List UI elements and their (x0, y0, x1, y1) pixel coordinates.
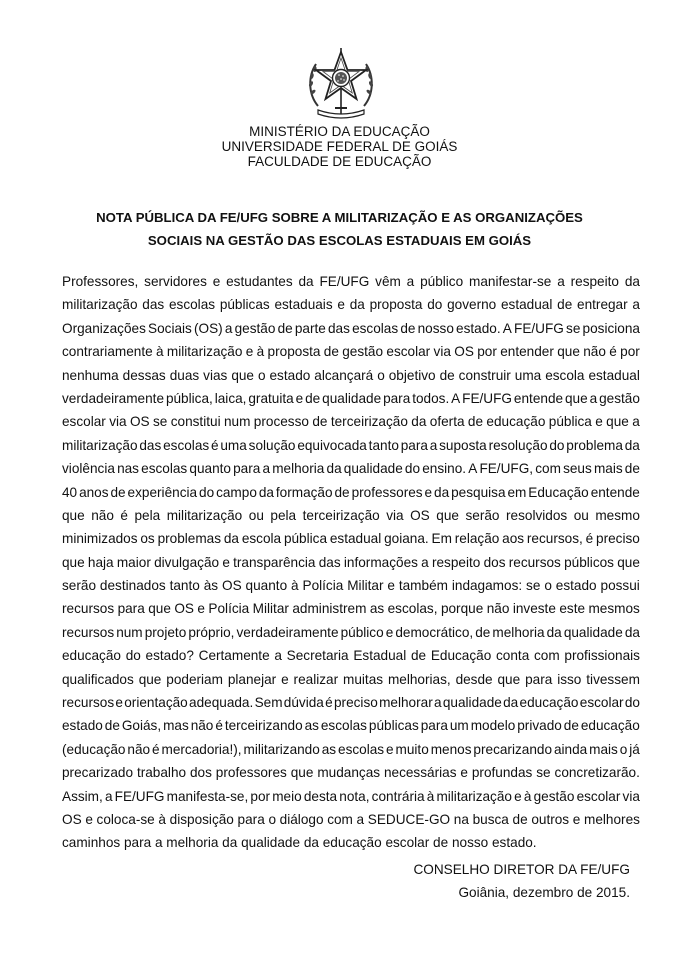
title-line-2: SOCIAIS NA GESTÃO DAS ESCOLAS ESTADUAIS EM GOIÁS (147, 233, 532, 248)
ministry-name: MINISTÉRIO DA EDUCAÇÃO (249, 124, 430, 139)
body-line: (educação não é mercadoria!), militarizando as escolas e muito menos precarizando ainda mais o já (62, 741, 640, 757)
body-line: 40 anos de experiência do campo da formação de professores e da pesquisa em Educação entende (62, 484, 640, 500)
body-line: serão destinados tanto às OS quanto à Polícia Militar e também indagamos: se o estado possui (62, 578, 640, 594)
brazil-coat-of-arms-icon (304, 44, 378, 120)
institution-header (0, 124, 679, 169)
body-line: militarização das escolas públicas estaduais e da proposta do governo estadual de entregar a (62, 297, 640, 313)
title-line-1: NOTA PÚBLICA DA FE/UFG SOBRE A MILITARIZAÇÃO E AS ORGANIZAÇÕES (96, 210, 583, 225)
body-line: violência nas escolas quanto para a melhoria da qualidade do ensino. A FE/UFG, com seus mais de (62, 461, 640, 477)
signature-block (413, 858, 630, 904)
body-line: OS e coloca-se à disposição para o diálogo com a SEDUCE-GO na busca de outros e melhores (62, 811, 640, 827)
council-name: CONSELHO DIRETOR DA FE/UFG (413, 862, 630, 877)
body-line: Assim, a FE/UFG manifesta-se, por meio desta nota, contrária à militarização e à gestão escolar via (62, 788, 640, 804)
body-text (62, 270, 640, 855)
body-line: Organizações Sociais (OS) a gestão de parte das escolas de nosso estado. A FE/UFG se posiciona (62, 320, 640, 336)
body-line: contrariamente à militarização e à proposta de gestão escolar via OS por entender que não é por (62, 344, 640, 360)
body-line: que não é pela militarização ou pela terceirização via OS que serão resolvidos ou mesmo (62, 507, 640, 523)
faculty-name: FACULDADE DE EDUCAÇÃO (247, 154, 432, 169)
document-title (0, 206, 679, 252)
body-line: recursos e orientação adequada. Sem dúvida é preciso melhorar a qualidade da educação escolar do (62, 695, 640, 711)
body-line: precarizado trabalho dos professores que mudanças necessárias e profundas se concretizarão. (62, 765, 640, 781)
body-line: recursos num projeto próprio, verdadeiramente público e democrático, de melhoria da qualidade da (62, 624, 640, 640)
body-line: verdadeiramente pública, laica, gratuita e de qualidade para todos. A FE/UFG entende que a gestão (62, 390, 640, 406)
body-line: estado de Goiás, mas não é terceirizando as escolas públicas para um modelo privado de educação (62, 718, 640, 734)
body-line: educação do estado? Certamente a Secretaria Estadual de Educação conta com profissionais (62, 648, 640, 664)
body-line: qualificados que poderiam planejar e realizar muitas melhorias, desde que para isso tivessem (62, 671, 640, 687)
body-line: recursos para que OS e Polícia Militar administrem as escolas, porque não investe este mesmos (62, 601, 640, 617)
university-name: UNIVERSIDADE FEDERAL DE GOIÁS (221, 139, 458, 154)
body-line: caminhos para a melhoria da qualidade da educação escolar de nosso estado. (62, 835, 537, 851)
body-line: Professores, servidores e estudantes da FE/UFG vêm a público manifestar-se a respeito da (62, 274, 640, 289)
body-line: que haja maior divulgação e transparência das informações a respeito dos recursos públicos que (62, 554, 640, 570)
body-line: militarização das escolas é uma solução equivocada tanto para a suposta resolução do problema da (62, 437, 640, 453)
body-line: escolar via OS se constitui num processo de terceirização da oferta de educação pública e que a (62, 414, 640, 430)
body-line: minimizados os problemas da escola pública estadual goiana. Em relação aos recursos, é preciso (62, 531, 640, 547)
place-date: Goiânia, dezembro de 2015. (458, 885, 630, 900)
body-line: nenhuma dessas duas vias que o estado alcançará o objetivo de construir uma escola estadual (62, 367, 640, 383)
